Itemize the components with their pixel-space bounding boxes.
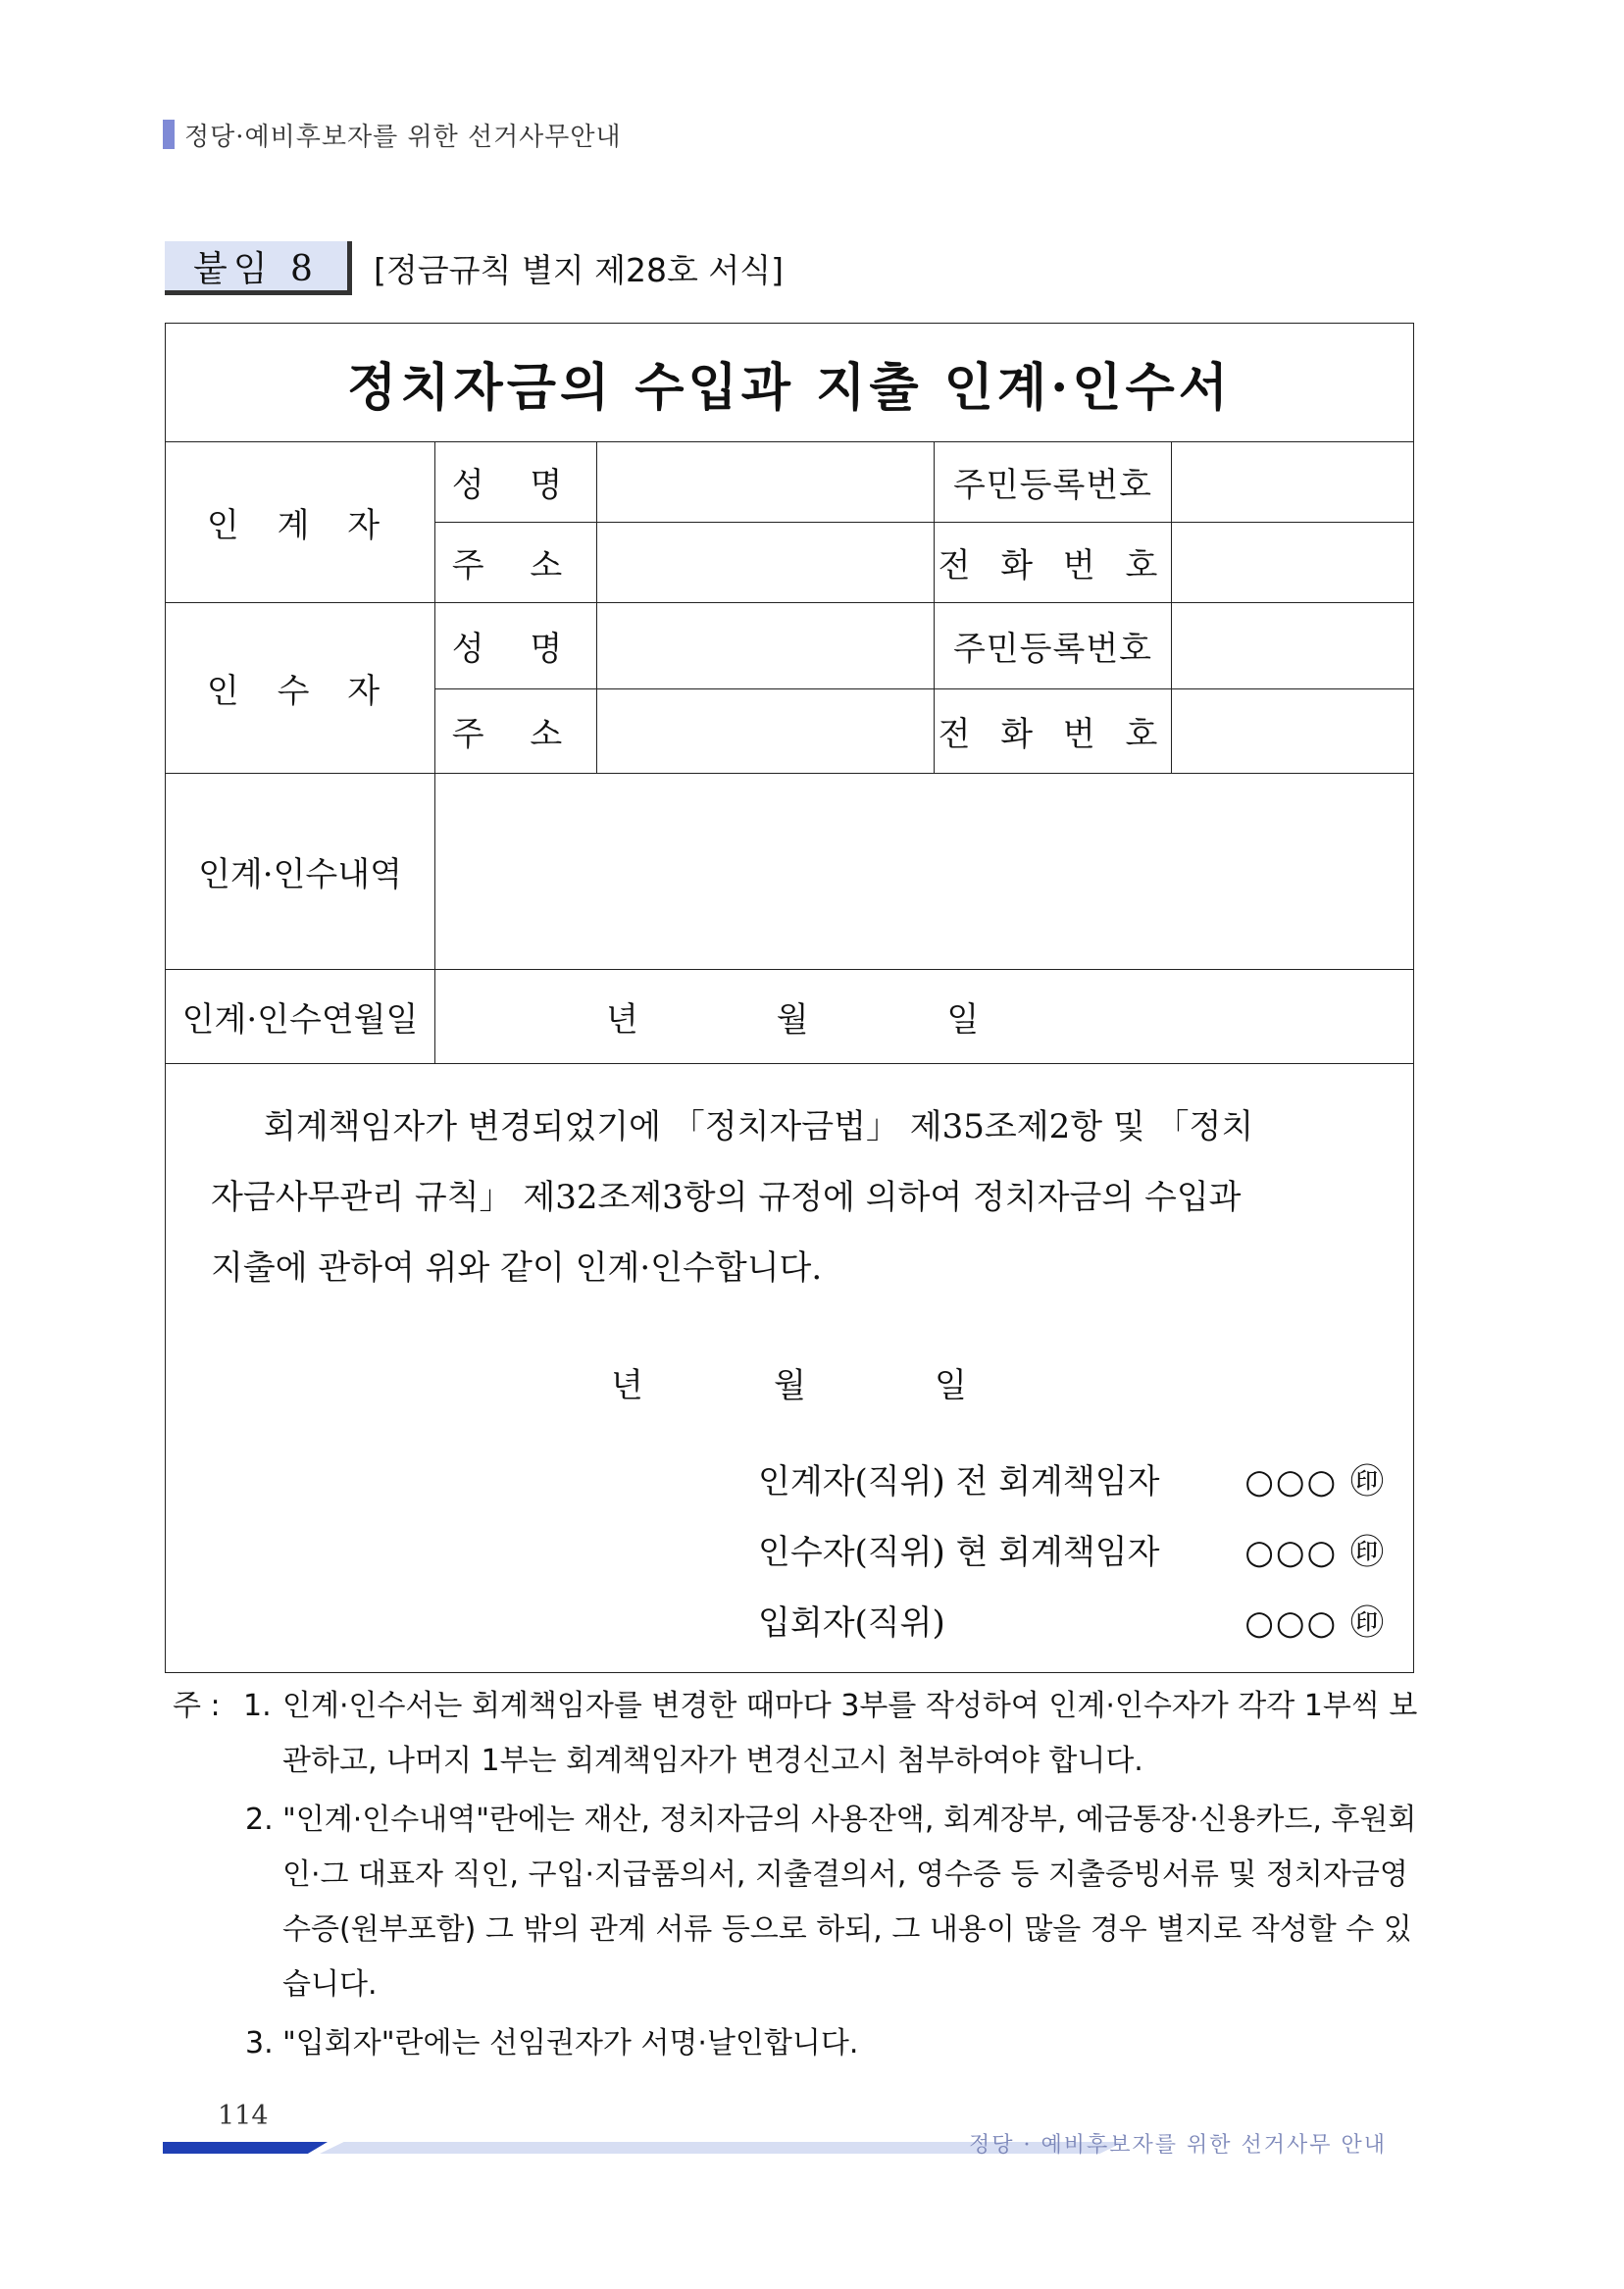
transferee-phone-label: 전 화 번 호 (935, 689, 1172, 774)
note-item (173, 1679, 1428, 1789)
transferee-address-label: 주 소 (435, 689, 597, 774)
page-number: 114 (218, 2101, 269, 2131)
statement-line-1: 회계책임자가 변경되었기에 「정치자금법」 제35조제2항 및 「정치 (264, 1107, 1254, 1146)
note-number: 1. (243, 1689, 272, 1723)
sign-date-month-unit: 월 (774, 1366, 806, 1405)
transferor-name-field[interactable] (597, 442, 935, 523)
seal-mark: ○○○ ㊞ (1244, 1462, 1386, 1501)
transferor-phone-field[interactable] (1172, 523, 1414, 603)
form-notes (173, 1679, 1428, 2071)
statement-section (166, 1064, 1414, 1673)
note-text: "인계·인수내역"란에는 재산, 정치자금의 사용잔액, 회계장부, 예금통장·신용카드, 후원회인·그 대표자 직인, 구입·지급품의서, 지출결의서, 영수증 등 지출증빙서류 및 정치자금영수증(원부포함) 그 밖의 관계 서류 등으로 하되, 그 내용이 많을 경우 별지로 작성할 수 있습니다. (282, 1803, 1417, 2002)
transferor-name-label: 성 명 (435, 442, 597, 523)
handover-form-table (165, 323, 1414, 1673)
transferee-label: 인 수 자 (166, 603, 435, 774)
transferee-name-field[interactable] (597, 603, 935, 689)
signature-role: 인수자(직위) 현 회계책임자 (758, 1533, 1160, 1572)
transferor-id-field[interactable] (1172, 442, 1414, 523)
details-label: 인계·인수내역 (166, 774, 435, 970)
attachment-heading (165, 241, 784, 295)
date-day-unit: 일 (946, 1000, 980, 1040)
transferee-id-label: 주민등록번호 (935, 603, 1172, 689)
sign-date-day-unit: 일 (935, 1366, 967, 1405)
signature-row-witness (758, 1596, 1386, 1644)
transferor-phone-label: 전 화 번 호 (935, 523, 1172, 603)
notes-prefix: 주 : (173, 1689, 221, 1723)
transferee-address-field[interactable] (597, 689, 935, 774)
statement-text (211, 1092, 1368, 1303)
signature-row-transferee (758, 1525, 1386, 1573)
date-year-unit: 년 (606, 1000, 638, 1040)
form-title: 정치자금의 수입과 지출 인계·인수서 (166, 324, 1414, 442)
running-header (163, 118, 622, 151)
note-text: 인계·인수서는 회계책임자를 변경한 때마다 3부를 작성하여 인계·인수자가 각각 1부씩 보관하고, 나머지 1부는 회계책임자가 변경신고시 첨부하여야 합니다. (282, 1689, 1418, 1778)
footer-title: 정당 · 예비후보자를 위한 선거사무 안내 (969, 2133, 1387, 2158)
sign-date-year-unit: 년 (611, 1366, 643, 1405)
seal-mark: ○○○ ㊞ (1244, 1603, 1386, 1643)
date-field[interactable] (435, 970, 1414, 1064)
transferor-id-label: 주민등록번호 (935, 442, 1172, 523)
note-item (173, 2016, 1428, 2071)
note-item (173, 1793, 1428, 2012)
note-text: "입회자"란에는 선임권자가 서명·날인합니다. (282, 2026, 859, 2060)
header-accent-bar (163, 120, 175, 149)
signature-role: 입회자(직위) (758, 1603, 945, 1643)
seal-mark: ○○○ ㊞ (1244, 1533, 1386, 1572)
statement-line-3: 지출에 관하여 위와 같이 인계·인수합니다. (211, 1248, 823, 1288)
details-field[interactable] (435, 774, 1414, 970)
transferee-id-field[interactable] (1172, 603, 1414, 689)
transferor-address-label: 주 소 (435, 523, 597, 603)
transferee-name-label: 성 명 (435, 603, 597, 689)
transferee-phone-field[interactable] (1172, 689, 1414, 774)
date-label: 인계·인수연월일 (166, 970, 435, 1064)
form-reference: [정금규칙 별지 제28호 서식] (374, 251, 784, 289)
attachment-badge: 붙임 8 (165, 241, 352, 295)
transferor-address-field[interactable] (597, 523, 935, 603)
note-number: 2. (245, 1803, 274, 1837)
footer-bar-dark (163, 2142, 328, 2154)
running-title: 정당·예비후보자를 위한 선거사무안내 (184, 122, 622, 152)
note-number: 3. (245, 2026, 274, 2060)
signature-row-transferor (758, 1454, 1386, 1502)
transferor-label: 인 계 자 (166, 442, 435, 603)
date-month-unit: 월 (776, 1000, 809, 1040)
statement-line-2: 자금사무관리 규칙」 제32조제3항의 규정에 의하여 정치자금의 수입과 (211, 1178, 1242, 1217)
signature-role: 인계자(직위) 전 회계책임자 (758, 1462, 1160, 1501)
